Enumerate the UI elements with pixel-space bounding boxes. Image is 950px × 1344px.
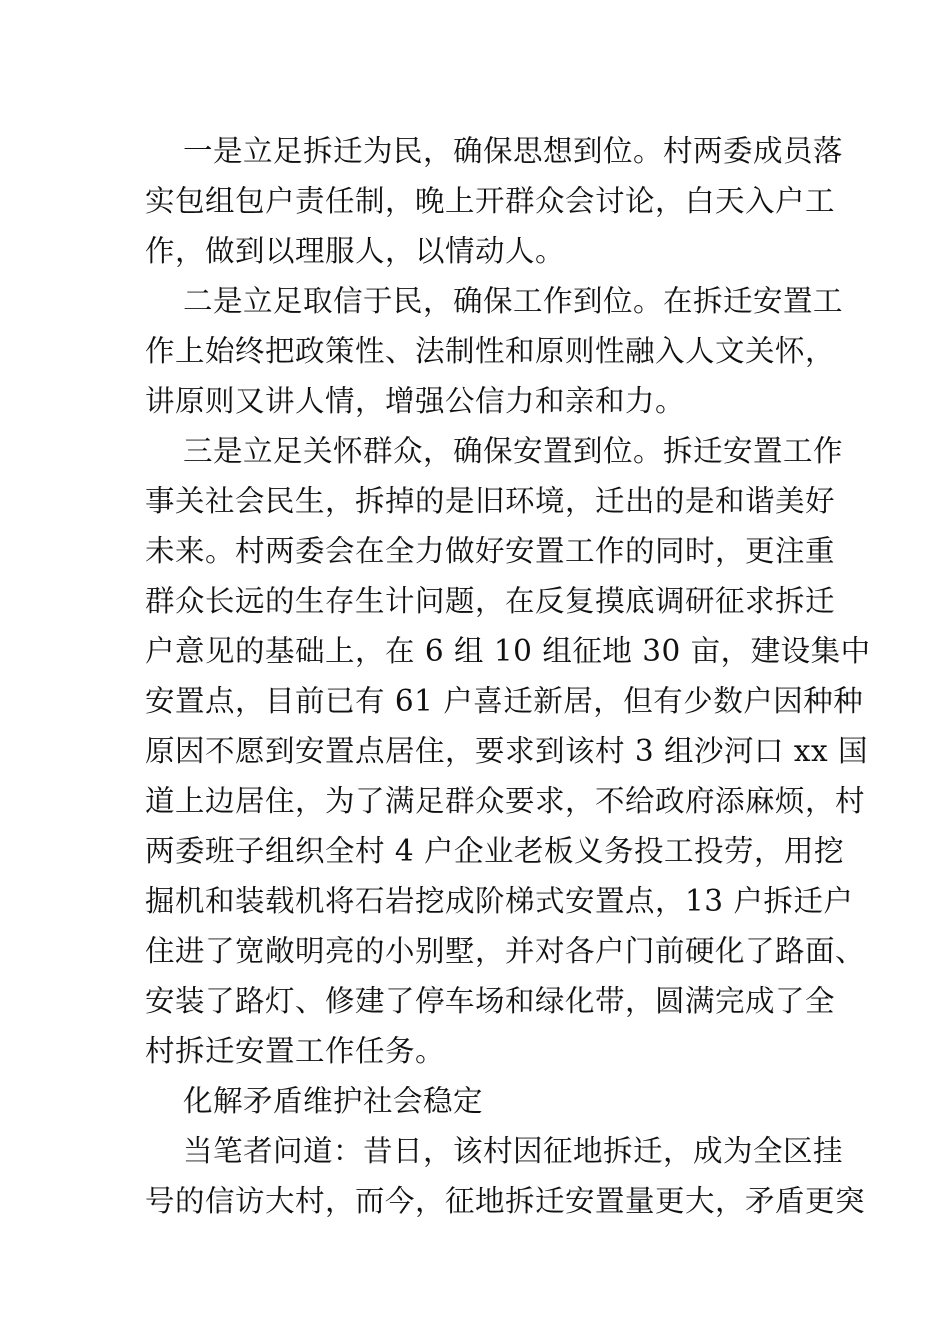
paragraph-3-line-5: 户意见的基础上，在 6 组 10 组征地 30 亩，建设集中 [145,634,871,668]
paragraph-2-line-3: 讲原则又讲人情，增强公信力和亲和力。 [145,384,686,418]
paragraph-1-line-1: 一是立足拆迁为民，确保思想到位。村两委成员落 [183,134,844,168]
paragraph-2-line-2: 作上始终把政策性、法制性和原则性融入人文关怀， [145,334,836,368]
paragraph-3-line-7: 原因不愿到安置点居住，要求到该村 3 组沙河口 xx 国 [145,734,869,768]
paragraph-3-line-2: 事关社会民生，拆掉的是旧环境，迁出的是和谐美好 [145,484,836,518]
paragraph-4-line-1: 当笔者问道：昔日，该村因征地拆迁，成为全区挂 [183,1134,844,1168]
paragraph-3-line-8: 道上边居住，为了满足群众要求，不给政府添麻烦，村 [145,784,866,818]
paragraph-4-line-2: 号的信访大村，而今，征地拆迁安置量更大，矛盾更突 [145,1184,866,1218]
paragraph-3-line-11: 住进了宽敞明亮的小别墅，并对各户门前硬化了路面、 [145,934,866,968]
paragraph-1-line-2: 实包组包户责任制，晚上开群众会讨论，白天入户工 [145,184,836,218]
paragraph-1-line-3: 作，做到以理服人，以情动人。 [145,234,566,268]
paragraph-3-line-3: 未来。村两委会在全力做好安置工作的同时，更注重 [145,534,836,568]
paragraph-3-line-10: 掘机和装载机将石岩挖成阶梯式安置点，13 户拆迁户 [145,884,854,918]
paragraph-3-line-9: 两委班子组织全村 4 户企业老板义务投工投劳，用挖 [145,834,845,868]
document-body [145,126,871,1226]
paragraph-3-line-12: 安装了路灯、修建了停车场和绿化带，圆满完成了全 [145,984,836,1018]
paragraph-3-line-4: 群众长远的生存生计问题，在反复摸底调研征求拆迁 [145,584,836,618]
section-heading: 化解矛盾维护社会稳定 [183,1084,484,1118]
paragraph-2-line-1: 二是立足取信于民，确保工作到位。在拆迁安置工 [183,284,844,318]
paragraph-3-line-1: 三是立足关怀群众，确保安置到位。拆迁安置工作 [183,434,844,468]
paragraph-3-line-6: 安置点，目前已有 61 户喜迁新居，但有少数户因种种 [145,684,864,718]
paragraph-3-line-13: 村拆迁安置工作任务。 [145,1034,446,1068]
